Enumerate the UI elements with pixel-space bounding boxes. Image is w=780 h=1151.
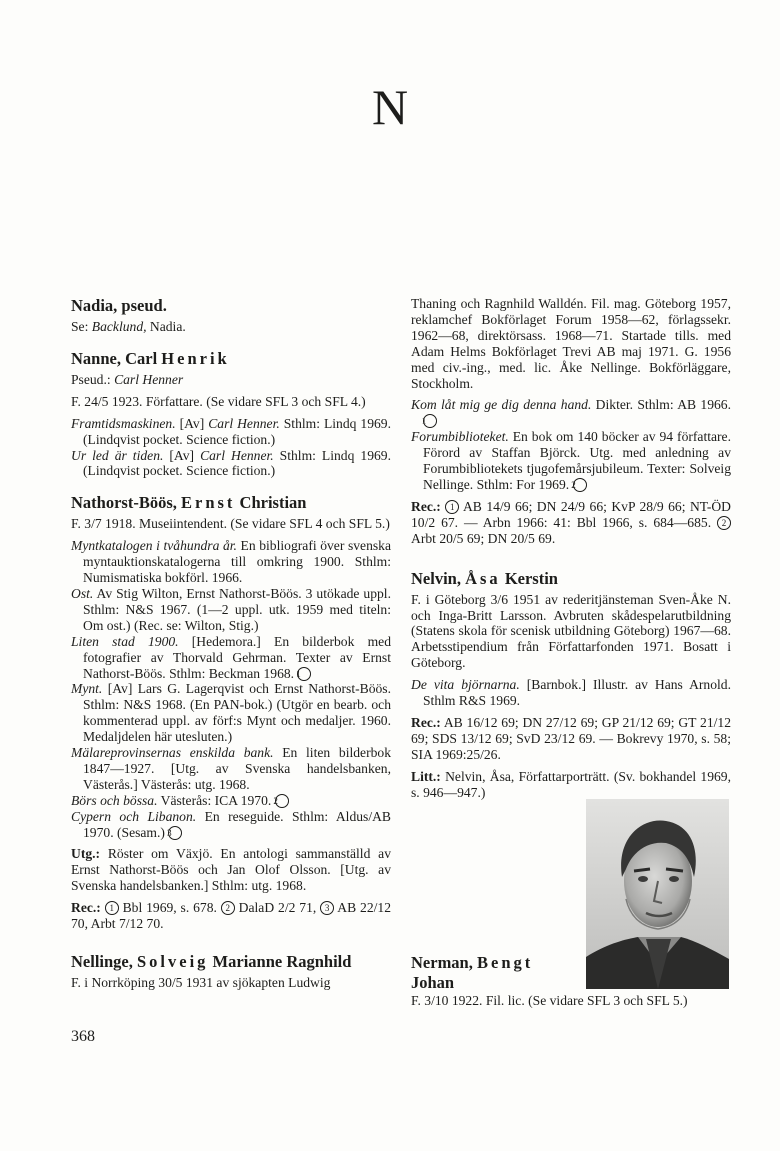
- work-text: Sthlm: Lindq 1969. (Lindqvist pocket. Science fiction.): [83, 415, 391, 447]
- work-title: Börs och bössa.: [71, 792, 158, 808]
- work-item: [71, 634, 391, 682]
- page-number: 368: [71, 1028, 95, 1045]
- work-title: Ost.: [71, 585, 94, 601]
- litt-paragraph: [411, 769, 731, 801]
- work-text: [Barnbok.] Illustr. av Hans Arnold. Sthlm R&S 1969.: [423, 677, 731, 709]
- work-text: Av Stig Wilton, Ernst Nathorst-Böös. 3 utökade uppl. Sthlm: N&S 1967. (1—2 uppl. utk. 1959 med titeln: Om ost.) (Rec. se: Wilton, Stig.): [83, 585, 391, 633]
- rec-paragraph: [411, 715, 731, 763]
- work-text: [Hedemora.] En bilderbok med fotografier av Thorvald Gehrman. Texter av Ernst Nathorst-Böös. Sthlm: Beckman 1968.: [83, 633, 391, 681]
- rec-label: Rec.:: [411, 714, 441, 730]
- work-author: Carl Henner.: [208, 415, 280, 431]
- surname: Nellinge,: [71, 952, 137, 971]
- work-item: [71, 809, 391, 841]
- entry-nellinge: [71, 952, 391, 991]
- circled-number: 2: [573, 478, 587, 492]
- circled-number: 2: [221, 901, 235, 915]
- rec-label: Rec.:: [71, 900, 101, 916]
- work-text: Västerås: ICA 1970.: [157, 792, 275, 808]
- entry-nellinge-continued: [411, 296, 731, 547]
- surname: Nanne, Carl: [71, 348, 162, 368]
- work-title: Liten stad 1900.: [71, 633, 179, 649]
- see-name: Backlund,: [91, 319, 147, 334]
- callname: Henrik: [161, 348, 230, 368]
- circled-number: 1: [423, 414, 437, 428]
- pseud-line: [71, 372, 391, 388]
- rec-text: Bbl 1969, s. 678.: [118, 900, 221, 916]
- work-item: [411, 397, 731, 429]
- bio-nerman: F. 3/10 1922. Fil. lic. (Se vidare SFL 3 och SFL 5.): [411, 993, 688, 1008]
- surname: Nerman,: [411, 953, 477, 972]
- work-title: Cypern och Libanon.: [71, 808, 197, 824]
- rec-text: Arbt 20/5 69; DN 20/5 69.: [411, 530, 556, 546]
- circled-number: 1: [297, 667, 311, 681]
- pseud-name: Carl Henner: [114, 371, 184, 387]
- work-text: Dikter. Sthlm: AB 1966.: [591, 397, 731, 413]
- utg-label: Utg.:: [71, 846, 101, 862]
- left-column: [71, 296, 391, 1005]
- pseud-label: Pseud.:: [71, 371, 115, 387]
- callname: Åsa: [465, 568, 501, 588]
- work-title: Myntkatalogen i tvåhundra år.: [71, 538, 237, 554]
- entry-heading: Nadia, pseud.: [71, 296, 167, 315]
- work-title: Ur led är tiden.: [71, 447, 164, 463]
- work-text: En reseguide. Sthlm: Aldus/AB 1970. (Sesam.): [83, 808, 391, 840]
- rec-text: DalaD 2/2 71,: [234, 900, 321, 916]
- section-letter: N: [371, 79, 409, 135]
- rec-paragraph: [411, 499, 731, 547]
- circled-number: 2: [717, 516, 731, 530]
- rec-text: AB 14/9 66; DN 24/9 66; KvP 28/9 66; NT-ÖD 10/2 67. — Arbn 1966: 41: Bbl 1966, s. 684—685.: [411, 498, 731, 530]
- bio: Thaning och Ragnhild Walldén. Fil. mag. Göteborg 1957, reklamchef Bokförlaget Forum 1958—62, förlagssekr. 1962—68, direktörsass. 1968—71. Startade tills. med Adam Helms Bokförlaget Trevi AB maj 1971. G. 1956 med civ.-ing., med. lic. Åke Nellinge. Bokförläggare, Stockholm.: [411, 296, 731, 391]
- circled-number: 3: [168, 826, 182, 840]
- work-title: Mälareprovinsernas enskilda bank.: [71, 745, 274, 761]
- work-title: De vita björnarna.: [411, 677, 520, 693]
- work-item: [71, 416, 391, 448]
- work-text: En bok om 140 böcker av 94 författare. Förord av Staffan Björck. Utg. med anledning av Forumbibliotekets tjugofemårsjubileum. Texter: Solveig Nellinge. Sthlm: For 1969.: [423, 429, 731, 492]
- work-text: [Av]: [175, 415, 209, 431]
- see-reference: [71, 319, 391, 335]
- work-text: [Av]: [163, 447, 201, 463]
- given-names: Christian: [235, 493, 307, 513]
- work-title: Kom låt mig ge dig denna hand.: [411, 397, 592, 413]
- utg-text: Röster om Växjö. En antologi sammanställd av Ernst Nathorst-Böös och Jan Olof Olsson. [Utg. av Svenska handelsbanken.] Sthlm: utg. 1968.: [71, 846, 391, 894]
- portrait-illustration: [586, 799, 729, 989]
- bio: F. 24/5 1923. Författare. (Se vidare SFL 3 och SFL 4.): [71, 393, 366, 409]
- work-item: [411, 429, 731, 493]
- callname: Solveig: [137, 952, 209, 971]
- work-item: [71, 745, 391, 793]
- work-item: [71, 681, 391, 745]
- work-text: [Av] Lars G. Lagerqvist och Ernst Nathorst-Böös. Sthlm: N&S 1968. (En PAN-bok.) (Utgör en bearb. och kommenterad uppl. av förf:s Mynt och medaljer. 1960. Medaljdelen här utesluten.): [83, 681, 391, 745]
- entry-heading: [71, 493, 391, 513]
- work-author: Carl Henner.: [200, 447, 274, 463]
- entry-heading: [411, 569, 731, 589]
- entry-heading: [71, 349, 391, 369]
- work-item: [71, 793, 391, 809]
- right-column: [411, 296, 731, 814]
- entry-heading: [71, 952, 391, 972]
- work-title: Framtidsmaskinen.: [71, 415, 176, 431]
- given-names: Kerstin: [500, 568, 558, 588]
- rec-paragraph: [71, 900, 391, 932]
- surname: Nelvin,: [411, 568, 466, 588]
- circled-number: 3: [320, 901, 334, 915]
- work-item: [411, 677, 731, 709]
- circled-number: 1: [105, 901, 119, 915]
- work-item: [71, 448, 391, 480]
- circled-number: 1: [445, 500, 459, 514]
- work-text: En bibliografi över svenska myntauktionskatalogerna till omkring 1900. Sthlm: Numismatiska bokförl. 1966.: [83, 538, 391, 586]
- rec-text: AB 16/12 69; DN 27/12 69; GP 21/12 69; GT 21/12 69; SDS 13/12 69; SvD 23/12 69. — Bokrevy 1970, s. 58; SIA 1969:25/26.: [411, 714, 731, 762]
- author-portrait-photo: [586, 799, 729, 989]
- given-names: Johan: [411, 973, 455, 992]
- work-text: En liten bilderbok 1847—1927. [Utg. av Svenska handelsbanken, Västerås.] Västerås: utg. 1968.: [83, 745, 391, 792]
- surname: Nathorst-Böös,: [71, 493, 181, 513]
- bio: F. i Göteborg 3/6 1951 av rederitjänsteman Sven-Åke N. och Inga-Britt Larsson. Avbruten skådespelarutbildning (Statens skola för scenisk utbildning Göteborg) 1967—68. Arbetsstipendium från Författarfonden 1971. Bosatt i Göteborg.: [411, 591, 731, 671]
- rec-text: AB 22/12 70, Arbt 7/12 70.: [71, 900, 392, 932]
- entry-nanne: [71, 349, 391, 479]
- entry-nelvin: [411, 569, 731, 801]
- callname: Bengt: [476, 953, 534, 972]
- bio: F. i Norrköping 30/5 1931 av sjökapten Ludwig: [71, 975, 331, 990]
- work-item: [71, 538, 391, 586]
- callname: Ernst: [181, 493, 236, 513]
- work-text: Sthlm: Lindq 1969. (Lindqvist pocket. Science fiction.): [83, 447, 391, 479]
- entry-heading-nerman: [411, 953, 581, 993]
- see-rest: Nadia.: [146, 319, 186, 334]
- litt-text: Nelvin, Åsa, Författarporträtt. (Sv. bokhandel 1969, s. 946—947.): [411, 768, 731, 800]
- see-prefix: Se:: [71, 319, 92, 334]
- litt-label: Litt.:: [411, 768, 441, 784]
- bio: F. 3/7 1918. Museiintendent. (Se vidare SFL 4 och SFL 5.): [71, 516, 390, 532]
- circled-number: 2: [275, 794, 289, 808]
- work-item: [71, 586, 391, 634]
- given-names: Marianne Ragnhild: [208, 952, 352, 971]
- entry-nathorst: [71, 493, 391, 932]
- work-title: Forumbiblioteket.: [411, 429, 509, 445]
- utg-paragraph: [71, 846, 391, 894]
- entry-nadia: [71, 296, 391, 335]
- rec-label: Rec.:: [411, 498, 441, 514]
- work-title: Mynt.: [71, 681, 103, 697]
